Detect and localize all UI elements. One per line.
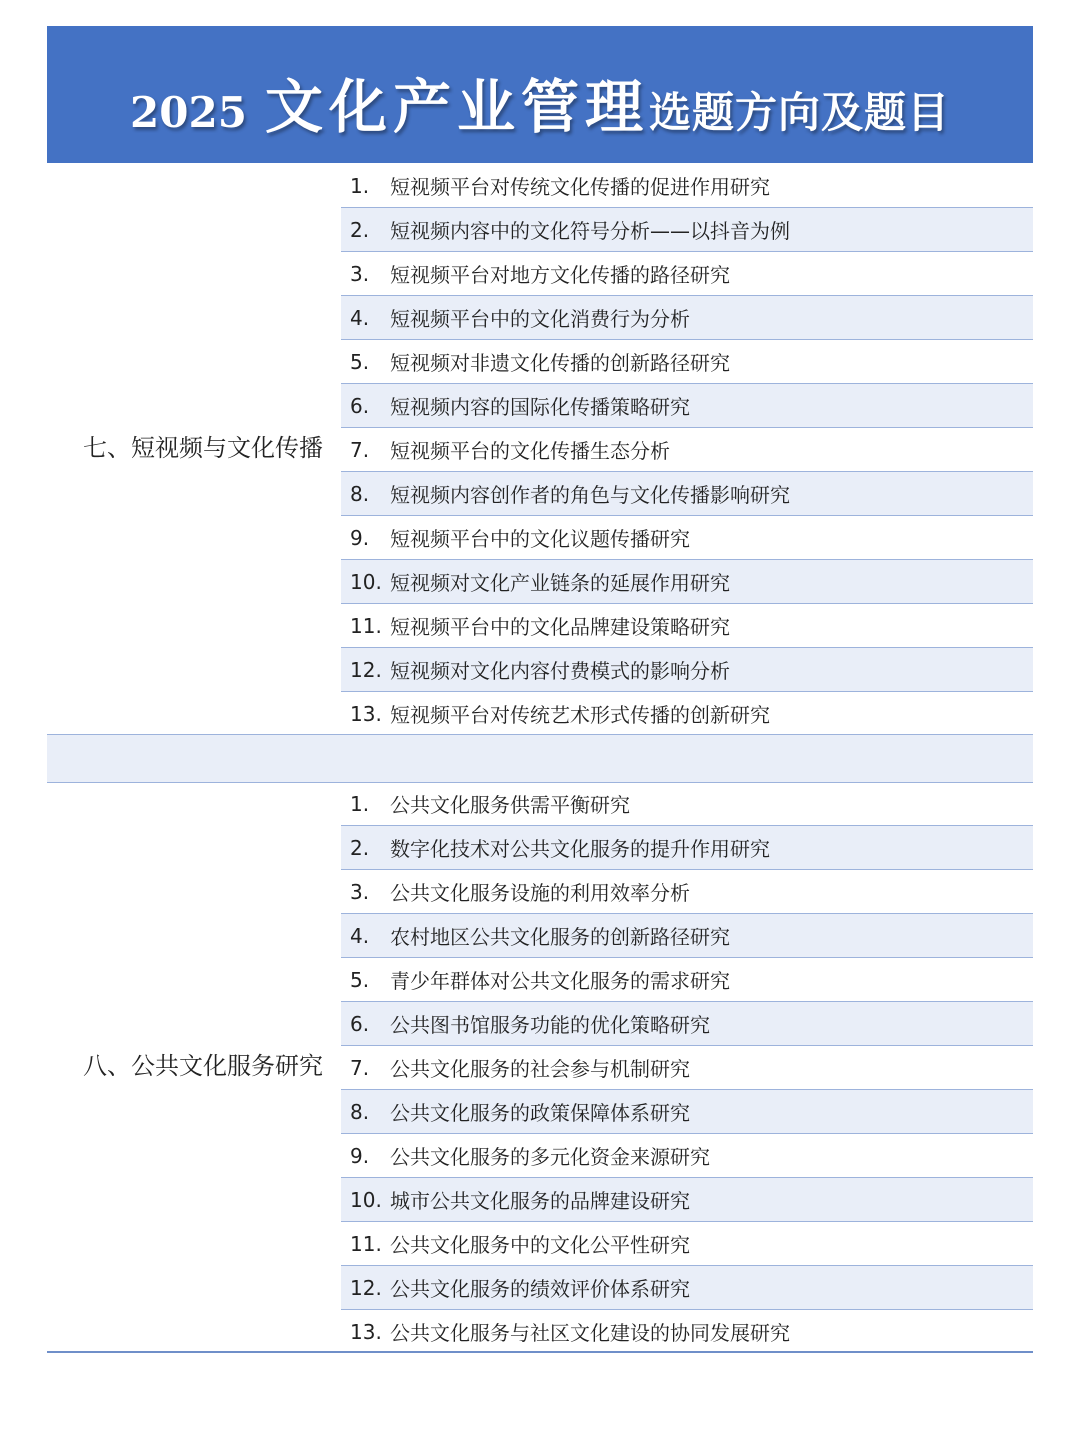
title-main: 文化产业管理 bbox=[264, 72, 649, 141]
section-public-culture bbox=[47, 782, 1033, 1352]
topic-row bbox=[341, 1134, 1033, 1178]
topic-number: 11. bbox=[350, 613, 382, 638]
topic-row bbox=[341, 914, 1033, 958]
topic-number: 3. bbox=[350, 261, 370, 286]
topic-number: 2. bbox=[350, 835, 370, 860]
topic-title: 短视频内容的国际化传播策略研究 bbox=[390, 395, 690, 419]
topic-number: 7. bbox=[350, 437, 370, 462]
topic-row bbox=[341, 1046, 1033, 1090]
topic-title: 公共文化服务的多元化资金来源研究 bbox=[390, 1145, 710, 1169]
topic-number: 12. bbox=[350, 657, 382, 682]
topic-number: 5. bbox=[350, 967, 370, 992]
topic-number: 2. bbox=[350, 217, 370, 242]
topic-title: 短视频平台中的文化议题传播研究 bbox=[390, 527, 690, 551]
topic-title: 农村地区公共文化服务的创新路径研究 bbox=[390, 925, 730, 949]
topic-title: 短视频内容创作者的角色与文化传播影响研究 bbox=[390, 483, 790, 507]
topic-row bbox=[341, 208, 1033, 252]
topic-row bbox=[341, 516, 1033, 560]
topic-row bbox=[341, 472, 1033, 516]
topic-title: 数字化技术对公共文化服务的提升作用研究 bbox=[390, 837, 770, 861]
topic-row bbox=[341, 1222, 1033, 1266]
topic-number: 3. bbox=[350, 879, 370, 904]
topic-title: 短视频平台中的文化品牌建设策略研究 bbox=[390, 615, 730, 639]
topic-title: 短视频平台中的文化消费行为分析 bbox=[390, 307, 690, 331]
page-title bbox=[130, 60, 950, 144]
topic-number: 7. bbox=[350, 1055, 370, 1080]
topic-row bbox=[341, 384, 1033, 428]
topic-number: 4. bbox=[350, 923, 370, 948]
topic-row bbox=[341, 648, 1033, 692]
bottom-divider bbox=[47, 1351, 1033, 1353]
topic-row bbox=[341, 428, 1033, 472]
topic-title: 城市公共文化服务的品牌建设研究 bbox=[390, 1189, 690, 1213]
topic-title: 公共文化服务供需平衡研究 bbox=[390, 793, 630, 817]
topic-row bbox=[341, 1090, 1033, 1134]
topic-number: 8. bbox=[350, 1099, 370, 1124]
topic-number: 6. bbox=[350, 393, 370, 418]
topic-row bbox=[341, 782, 1033, 826]
topic-row bbox=[341, 252, 1033, 296]
topic-row bbox=[341, 296, 1033, 340]
topic-number: 10. bbox=[350, 569, 382, 594]
topic-list bbox=[341, 164, 1033, 735]
topic-row bbox=[341, 560, 1033, 604]
topic-number: 5. bbox=[350, 349, 370, 374]
topic-number: 13. bbox=[350, 701, 382, 726]
section-short-video bbox=[47, 164, 1033, 734]
topic-row bbox=[341, 958, 1033, 1002]
section-separator bbox=[47, 734, 1033, 783]
topic-title: 短视频对文化内容付费模式的影响分析 bbox=[390, 659, 730, 683]
topic-title: 短视频对非遗文化传播的创新路径研究 bbox=[390, 351, 730, 375]
topic-row bbox=[341, 870, 1033, 914]
topic-number: 4. bbox=[350, 305, 370, 330]
topic-row bbox=[341, 826, 1033, 870]
topic-title: 短视频平台对传统文化传播的促进作用研究 bbox=[390, 175, 770, 199]
topic-title: 公共文化服务的绩效评价体系研究 bbox=[390, 1277, 690, 1301]
topic-number: 13. bbox=[350, 1319, 382, 1344]
header-banner bbox=[47, 26, 1033, 163]
topic-row bbox=[341, 1266, 1033, 1310]
section-label: 八、公共文化服务研究 bbox=[83, 1052, 323, 1080]
topic-number: 9. bbox=[350, 1143, 370, 1168]
topic-title: 短视频对文化产业链条的延展作用研究 bbox=[390, 571, 730, 595]
topic-title: 公共文化服务设施的利用效率分析 bbox=[390, 881, 690, 905]
topic-number: 10. bbox=[350, 1187, 382, 1212]
topic-number: 6. bbox=[350, 1011, 370, 1036]
topic-title: 公共图书馆服务功能的优化策略研究 bbox=[390, 1013, 710, 1037]
topic-title: 短视频平台的文化传播生态分析 bbox=[390, 439, 670, 463]
topic-number: 1. bbox=[350, 791, 370, 816]
topic-title: 公共文化服务的社会参与机制研究 bbox=[390, 1057, 690, 1081]
title-year: 2025 bbox=[130, 87, 247, 137]
topic-title: 短视频平台对传统艺术形式传播的创新研究 bbox=[390, 703, 770, 727]
topic-number: 9. bbox=[350, 525, 370, 550]
topic-row bbox=[341, 1310, 1033, 1353]
topic-number: 12. bbox=[350, 1275, 382, 1300]
section-label: 七、短视频与文化传播 bbox=[83, 434, 323, 462]
topic-row bbox=[341, 340, 1033, 384]
topic-list bbox=[341, 782, 1033, 1353]
topic-title: 短视频平台对地方文化传播的路径研究 bbox=[390, 263, 730, 287]
topic-title: 青少年群体对公共文化服务的需求研究 bbox=[390, 969, 730, 993]
topic-title: 公共文化服务与社区文化建设的协同发展研究 bbox=[390, 1321, 790, 1345]
topic-row bbox=[341, 692, 1033, 735]
topic-number: 1. bbox=[350, 173, 370, 198]
topic-title: 短视频内容中的文化符号分析——以抖音为例 bbox=[390, 219, 790, 243]
topic-row bbox=[341, 1002, 1033, 1046]
topic-row bbox=[341, 604, 1033, 648]
topic-title: 公共文化服务的政策保障体系研究 bbox=[390, 1101, 690, 1125]
topic-row bbox=[341, 1178, 1033, 1222]
topic-row bbox=[341, 164, 1033, 208]
topic-number: 11. bbox=[350, 1231, 382, 1256]
topic-title: 公共文化服务中的文化公平性研究 bbox=[390, 1233, 690, 1257]
topic-number: 8. bbox=[350, 481, 370, 506]
title-sub: 选题方向及题目 bbox=[648, 87, 950, 137]
